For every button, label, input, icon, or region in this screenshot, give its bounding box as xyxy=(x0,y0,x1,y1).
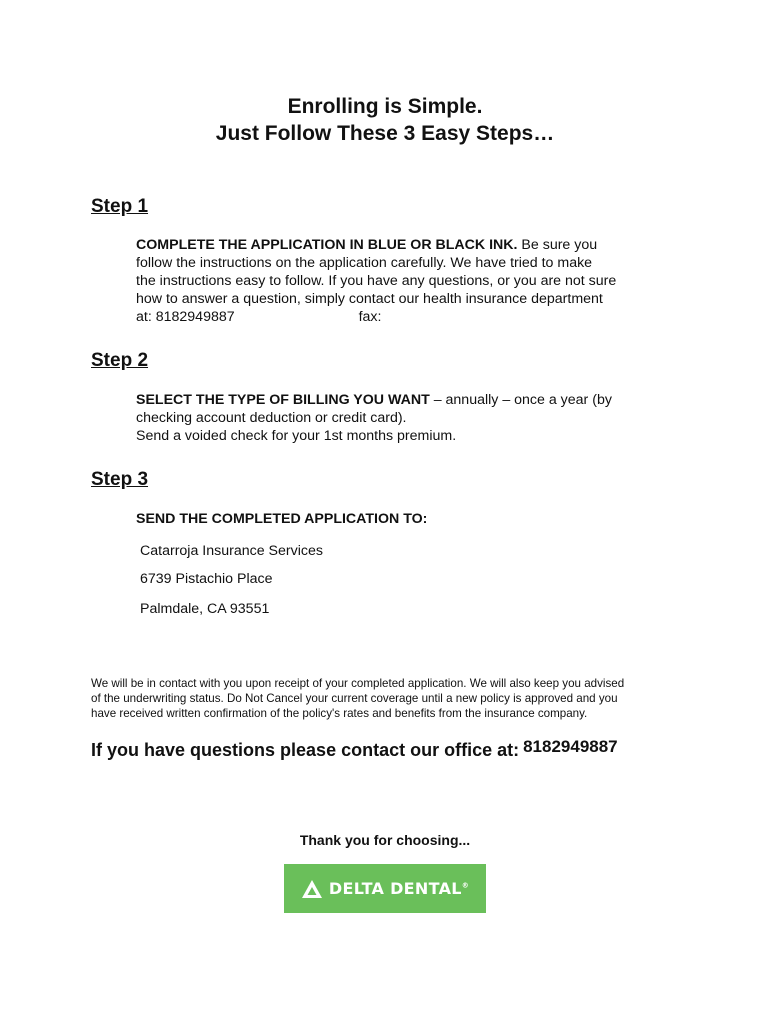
address-line-2: 6739 Pistachio Place xyxy=(140,571,273,587)
step-1-line: follow the instructions on the application carefully. We have tried to make xyxy=(136,255,593,271)
delta-triangle-icon xyxy=(301,879,323,899)
phone-label: at: xyxy=(136,309,152,325)
step-1-line: how to answer a question, simply contact our health insurance department xyxy=(136,291,603,307)
step-2-bold: SELECT THE TYPE OF BILLING YOU WANT xyxy=(136,392,430,408)
notice-line: of the underwriting status. Do Not Cancel your current coverage until a new policy is approved and you xyxy=(91,692,618,705)
step-1-first-line xyxy=(136,236,676,254)
step-1-paragraph xyxy=(136,236,676,326)
contact-line xyxy=(91,737,618,761)
step-1-bold: COMPLETE THE APPLICATION IN BLUE OR BLACK INK. xyxy=(136,237,518,253)
step-1-line: the instructions easy to follow. If you have any questions, or you are not sure xyxy=(136,273,617,289)
notice-paragraph xyxy=(91,676,691,721)
step-2-lead: – annually – once a year (by xyxy=(429,392,612,408)
contact-text: If you have questions please contact our office at: xyxy=(91,740,520,760)
address-line-1: Catarroja Insurance Services xyxy=(140,543,323,559)
notice-line: We will be in contact with you upon receipt of your completed application. We will also keep you advised xyxy=(91,677,625,690)
step-2-line: checking account deduction or credit card). xyxy=(136,410,407,426)
contact-phone: 8182949887 xyxy=(523,737,618,756)
step-1-lead: Be sure you xyxy=(517,237,598,253)
fax-label: fax: xyxy=(358,309,382,325)
step-3-bold: SEND THE COMPLETED APPLICATION TO: xyxy=(136,511,428,527)
delta-dental-logo xyxy=(284,864,486,913)
thank-you-text: Thank you for choosing... xyxy=(299,832,471,848)
logo-text: DELTA DENTAL xyxy=(328,879,462,898)
step-2-paragraph xyxy=(136,391,676,445)
step-2-heading: Step 2 xyxy=(91,350,149,371)
step-3-heading: Step 3 xyxy=(91,469,149,490)
address-line-3: Palmdale, CA 93551 xyxy=(140,601,270,617)
step-1-phone-line xyxy=(136,308,676,326)
logo-registered-mark: ® xyxy=(461,881,470,890)
step-1-heading: Step 1 xyxy=(91,196,149,217)
step-3-instruction xyxy=(136,510,676,528)
step-2-line: Send a voided check for your 1st months premium. xyxy=(136,428,457,444)
step-2-first-line xyxy=(136,391,676,409)
page-title-line-1: Enrolling is Simple. xyxy=(287,95,483,118)
page-title-line-2: Just Follow These 3 Easy Steps… xyxy=(215,122,555,145)
logo-wordmark xyxy=(329,879,469,898)
notice-line: have received written confirmation of the policy's rates and benefits from the insurance company. xyxy=(91,707,588,720)
phone-number: 8182949887 xyxy=(155,309,235,325)
